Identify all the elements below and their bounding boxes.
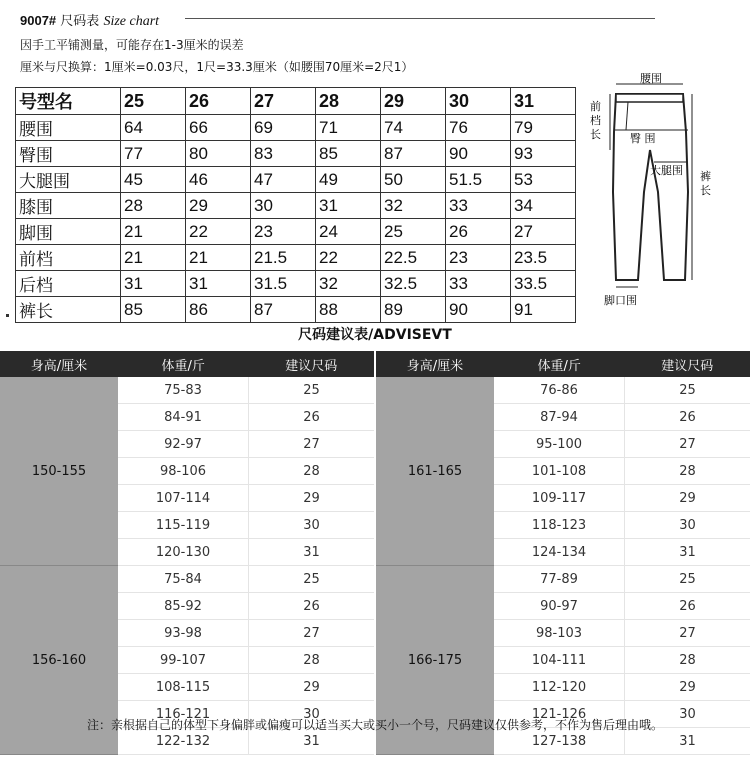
weight-cell: 92-97 [118, 431, 249, 458]
size-row [16, 193, 576, 219]
size-row [16, 167, 576, 193]
size-cell: 71 [316, 115, 381, 141]
size-cell: 87 [381, 141, 446, 167]
size-row [16, 271, 576, 297]
size-cell: 28 [249, 647, 375, 674]
weight-cell: 75-83 [118, 377, 249, 404]
size-cell: 29 [249, 485, 375, 512]
size-cell: 26 [446, 219, 511, 245]
size-cell: 31.5 [251, 271, 316, 297]
size-cell: 30 [625, 512, 750, 539]
size-row [16, 115, 576, 141]
weight-cell: 98-106 [118, 458, 249, 485]
size-cell: 32 [316, 271, 381, 297]
size-cell: 32.5 [381, 271, 446, 297]
size-cell: 臀围 [16, 141, 121, 167]
size-cell: 90 [446, 141, 511, 167]
size-row [16, 141, 576, 167]
size-cell: 22 [316, 245, 381, 271]
weight-cell: 120-130 [118, 539, 249, 566]
size-cell: 28 [625, 458, 750, 485]
weight-cell: 115-119 [118, 512, 249, 539]
size-cell: 50 [381, 167, 446, 193]
size-header-cell: 号型名 [16, 88, 121, 115]
size-cell: 76 [446, 115, 511, 141]
weight-cell: 104-111 [494, 647, 625, 674]
size-cell: 26 [625, 593, 750, 620]
size-cell: 66 [186, 115, 251, 141]
weight-cell: 77-89 [494, 566, 625, 593]
weight-cell: 95-100 [494, 431, 625, 458]
col-weight: 体重/斤 [118, 351, 249, 377]
size-cell: 51.5 [446, 167, 511, 193]
label-front-rise-2: 档 [590, 114, 601, 127]
note-conversion: 厘米与尺换算：1厘米=0.03尺，1尺=33.3厘米（如腰围70厘米=2尺1） [20, 60, 414, 74]
size-cell: 74 [381, 115, 446, 141]
size-header-cell: 27 [251, 88, 316, 115]
weight-cell: 98-103 [494, 620, 625, 647]
size-cell: 31 [625, 539, 750, 566]
size-header-cell: 26 [186, 88, 251, 115]
size-cell: 29 [625, 674, 750, 701]
label-thigh: 大腿围 [650, 164, 683, 177]
size-header-cell: 30 [446, 88, 511, 115]
weight-cell: 76-86 [494, 377, 625, 404]
size-cell: 29 [625, 485, 750, 512]
size-cell: 87 [251, 297, 316, 323]
size-cell: 26 [249, 404, 375, 431]
chart-header [20, 10, 159, 30]
weight-cell: 116-121 [118, 701, 249, 728]
size-cell: 29 [186, 193, 251, 219]
label-hip: 臀 围 [630, 132, 656, 145]
size-header-cell: 28 [316, 88, 381, 115]
size-cell: 23 [251, 219, 316, 245]
weight-cell: 99-107 [118, 647, 249, 674]
size-cell: 25 [381, 219, 446, 245]
size-cell: 64 [121, 115, 186, 141]
size-row [16, 297, 576, 323]
col-weight: 体重/斤 [494, 351, 625, 377]
size-cell: 86 [186, 297, 251, 323]
height-range-cell: 161-165 [376, 377, 494, 566]
size-cell: 31 [249, 728, 375, 755]
size-cell: 28 [121, 193, 186, 219]
size-cell: 79 [511, 115, 576, 141]
size-cell: 30 [625, 701, 750, 728]
size-table [15, 87, 576, 323]
size-cell: 25 [249, 377, 375, 404]
col-height: 身高/厘米 [0, 351, 118, 377]
advice-title: 尺码建议表/ADVISEVT [298, 327, 452, 343]
size-cell: 34 [511, 193, 576, 219]
size-cell: 93 [511, 141, 576, 167]
weight-cell: 108-115 [118, 674, 249, 701]
size-cell: 31 [186, 271, 251, 297]
advice-row [376, 377, 750, 404]
size-cell: 69 [251, 115, 316, 141]
size-cell: 33 [446, 271, 511, 297]
size-cell: 25 [625, 377, 750, 404]
note-measurement: 因手工平铺测量，可能存在1-3厘米的误差 [20, 38, 244, 52]
size-cell: 47 [251, 167, 316, 193]
size-cell: 30 [249, 701, 375, 728]
label-length-2: 长 [700, 184, 711, 197]
stray-dot [6, 314, 9, 317]
size-cell: 80 [186, 141, 251, 167]
size-header-cell: 29 [381, 88, 446, 115]
size-row [16, 245, 576, 271]
weight-cell: 107-114 [118, 485, 249, 512]
size-cell: 22.5 [381, 245, 446, 271]
weight-cell: 118-123 [494, 512, 625, 539]
height-range-cell: 166-175 [376, 566, 494, 755]
size-cell: 后档 [16, 271, 121, 297]
size-cell: 21.5 [251, 245, 316, 271]
label-waist: 腰围 [640, 72, 662, 85]
size-cell: 30 [249, 512, 375, 539]
weight-cell: 122-132 [118, 728, 249, 755]
size-cell: 22 [186, 219, 251, 245]
col-size: 建议尺码 [625, 351, 750, 377]
size-cell: 23 [446, 245, 511, 271]
size-cell: 33.5 [511, 271, 576, 297]
size-cell: 89 [381, 297, 446, 323]
weight-cell: 127-138 [494, 728, 625, 755]
label-length-1: 裤 [700, 170, 711, 183]
chart-title: 尺码表 [60, 14, 100, 29]
weight-cell: 101-108 [494, 458, 625, 485]
size-cell: 脚围 [16, 219, 121, 245]
pants-diagram [588, 72, 738, 312]
size-cell: 88 [316, 297, 381, 323]
size-header-cell: 31 [511, 88, 576, 115]
weight-cell: 75-84 [118, 566, 249, 593]
waistband [616, 94, 683, 102]
label-front-rise-3: 长 [590, 128, 601, 141]
size-cell: 25 [625, 566, 750, 593]
weight-cell: 109-117 [494, 485, 625, 512]
size-cell: 30 [251, 193, 316, 219]
size-cell: 29 [249, 674, 375, 701]
size-cell: 21 [186, 245, 251, 271]
size-cell: 31 [249, 539, 375, 566]
footer-note: 注：亲根据自己的体型下身偏胖或偏瘦可以适当买大或买小一个号，尺码建议仅供参考，不作为售后理由哦。 [86, 718, 663, 732]
size-cell: 85 [316, 141, 381, 167]
size-cell: 31 [316, 193, 381, 219]
weight-cell: 124-134 [494, 539, 625, 566]
size-cell: 53 [511, 167, 576, 193]
weight-cell: 90-97 [494, 593, 625, 620]
size-table-header [16, 88, 576, 115]
size-cell: 33 [446, 193, 511, 219]
size-cell: 28 [249, 458, 375, 485]
col-height: 身高/厘米 [376, 351, 494, 377]
height-range-cell: 150-155 [0, 377, 118, 566]
size-cell: 90 [446, 297, 511, 323]
weight-cell: 84-91 [118, 404, 249, 431]
size-cell: 26 [625, 404, 750, 431]
weight-cell: 93-98 [118, 620, 249, 647]
size-cell: 46 [186, 167, 251, 193]
size-cell: 31 [121, 271, 186, 297]
weight-cell: 87-94 [494, 404, 625, 431]
size-cell: 前档 [16, 245, 121, 271]
size-cell: 28 [625, 647, 750, 674]
size-cell: 27 [249, 620, 375, 647]
size-cell: 24 [316, 219, 381, 245]
size-cell: 大腿围 [16, 167, 121, 193]
weight-cell: 85-92 [118, 593, 249, 620]
pants-outline [613, 94, 688, 280]
size-cell: 85 [121, 297, 186, 323]
chart-title-en: Size chart [103, 14, 160, 29]
advice-row [376, 566, 750, 593]
product-code: 9007# [20, 13, 57, 28]
size-cell: 49 [316, 167, 381, 193]
advice-row [0, 566, 374, 593]
height-range-cell: 156-160 [0, 566, 118, 755]
size-cell: 23.5 [511, 245, 576, 271]
size-cell: 45 [121, 167, 186, 193]
size-cell: 26 [249, 593, 375, 620]
size-cell: 21 [121, 219, 186, 245]
size-cell: 腰围 [16, 115, 121, 141]
size-cell: 25 [249, 566, 375, 593]
label-front-rise-1: 前 [590, 100, 601, 113]
advice-table-left [0, 351, 374, 755]
size-cell: 27 [625, 431, 750, 458]
size-cell: 27 [249, 431, 375, 458]
size-cell: 27 [511, 219, 576, 245]
size-cell: 21 [121, 245, 186, 271]
size-cell: 32 [381, 193, 446, 219]
size-cell: 91 [511, 297, 576, 323]
weight-cell: 121-126 [494, 701, 625, 728]
advice-table-right [376, 351, 750, 755]
size-header-cell: 25 [121, 88, 186, 115]
col-size: 建议尺码 [249, 351, 375, 377]
size-row [16, 219, 576, 245]
size-cell: 83 [251, 141, 316, 167]
advice-row [0, 377, 374, 404]
size-cell: 27 [625, 620, 750, 647]
header-rule [185, 18, 655, 19]
size-cell: 膝围 [16, 193, 121, 219]
size-cell: 77 [121, 141, 186, 167]
size-cell: 裤长 [16, 297, 121, 323]
size-cell: 31 [625, 728, 750, 755]
weight-cell: 112-120 [494, 674, 625, 701]
label-hem: 脚口围 [604, 294, 637, 307]
